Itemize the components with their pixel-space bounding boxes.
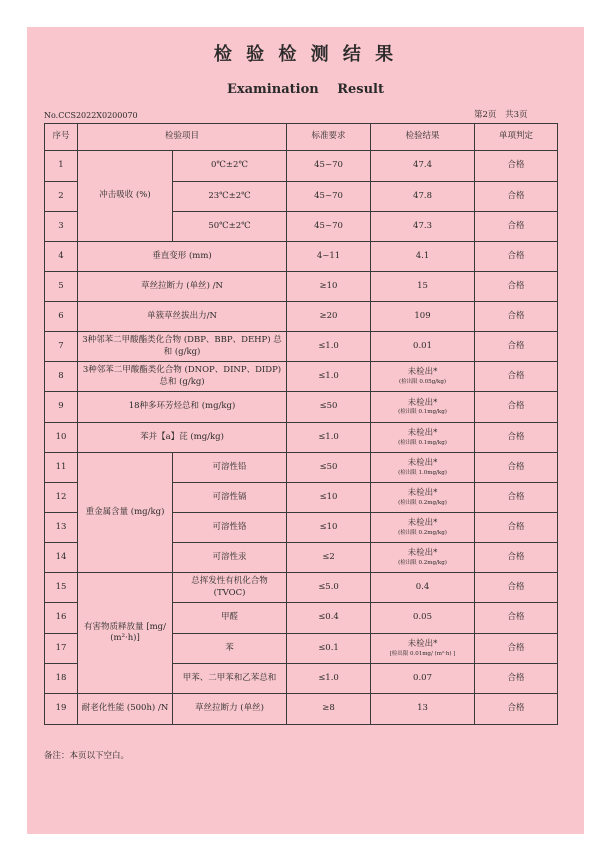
row-number: 14 (45, 543, 78, 573)
item-name: 苯 (173, 634, 287, 664)
row-number: 8 (45, 362, 78, 392)
result-value: 0.01 (413, 340, 432, 351)
table-row (45, 242, 558, 272)
test-result (371, 694, 475, 725)
judgement: 合格 (475, 242, 558, 272)
judgement: 合格 (475, 182, 558, 212)
item-group: 有害物质释放量 [mg/ (m²·h)] (78, 573, 173, 694)
row-number: 11 (45, 453, 78, 483)
result-value: 未检出* (407, 488, 438, 499)
item-name: 可溶性铅 (173, 453, 287, 483)
standard-requirement: 45~70 (287, 212, 371, 242)
item-name: 可溶性铬 (173, 513, 287, 543)
item-name: 单簇草丝拔出力/N (78, 302, 287, 332)
judgement: 合格 (475, 423, 558, 453)
judgement: 合格 (475, 483, 558, 513)
test-result (371, 483, 475, 513)
item-name: 23℃±2℃ (173, 182, 287, 212)
col-header-judgement: 单项判定 (475, 124, 558, 151)
table-row (45, 573, 558, 603)
row-number: 17 (45, 634, 78, 664)
result-value: 未检出* (407, 639, 438, 650)
col-header-result: 检验结果 (371, 124, 475, 151)
detection-limit: (检出限 0.2mg/kg) (398, 529, 447, 536)
row-number: 15 (45, 573, 78, 603)
test-result (371, 453, 475, 483)
page-title: 检 验 检 测 结 果 (213, 44, 398, 65)
result-value: 47.4 (413, 160, 432, 171)
table-row (45, 272, 558, 302)
item-name: 甲苯、二甲苯和乙苯总和 (173, 664, 287, 694)
table-row (45, 151, 558, 182)
item-name: 总挥发性有机化合物 (TVOC) (173, 573, 287, 603)
standard-requirement: ≤0.1 (287, 634, 371, 664)
judgement: 合格 (475, 513, 558, 543)
test-result (371, 573, 475, 603)
row-number: 16 (45, 603, 78, 634)
table-row (45, 362, 558, 392)
detection-limit: (检出限 0.1mg/kg) (398, 409, 447, 416)
item-group: 冲击吸收 (%) (78, 151, 173, 242)
row-number: 4 (45, 242, 78, 272)
test-result (371, 543, 475, 573)
test-result (371, 242, 475, 272)
item-name: 0℃±2℃ (173, 151, 287, 182)
row-number: 7 (45, 332, 78, 362)
result-value: 0.07 (413, 672, 432, 683)
standard-requirement: ≤1.0 (287, 332, 371, 362)
judgement: 合格 (475, 453, 558, 483)
item-name: 可溶性汞 (173, 543, 287, 573)
item-name: 18种多环芳烃总和 (mg/kg) (78, 392, 287, 423)
test-result (371, 392, 475, 423)
result-value: 109 (414, 310, 431, 321)
test-result (371, 362, 475, 392)
test-result (371, 332, 475, 362)
result-value: 未检出* (407, 428, 438, 439)
standard-requirement: ≤50 (287, 453, 371, 483)
col-header-requirement: 标准要求 (287, 124, 371, 151)
judgement: 合格 (475, 151, 558, 182)
standard-requirement: ≤10 (287, 483, 371, 513)
item-name: 草丝拉断力 (单丝) (173, 694, 287, 725)
test-result (371, 182, 475, 212)
judgement: 合格 (475, 603, 558, 634)
result-value: 47.3 (413, 220, 432, 231)
detection-limit: (检出限 0.2mg/kg) (398, 559, 447, 566)
row-number: 18 (45, 664, 78, 694)
standard-requirement: ≥10 (287, 272, 371, 302)
result-value: 0.05 (413, 612, 432, 623)
judgement: 合格 (475, 272, 558, 302)
row-number: 1 (45, 151, 78, 182)
judgement: 合格 (475, 362, 558, 392)
result-value: 47.8 (413, 190, 432, 201)
table-row (45, 302, 558, 332)
row-number: 19 (45, 694, 78, 725)
standard-requirement: ≤10 (287, 513, 371, 543)
detection-limit: [检出限 0.01mg/ (m²·h) ] (389, 650, 456, 657)
judgement: 合格 (475, 543, 558, 573)
test-result (371, 634, 475, 664)
table-row (45, 332, 558, 362)
table-header-row (45, 124, 558, 151)
judgement: 合格 (475, 634, 558, 664)
test-result (371, 272, 475, 302)
test-result (371, 423, 475, 453)
results-table (44, 123, 558, 725)
table-row (45, 423, 558, 453)
footer-note: 备注：本页以下空白。 (44, 751, 130, 761)
test-result (371, 212, 475, 242)
item-name: 3种邻苯二甲酸酯类化合物 (DBP、BBP、DEHP) 总和 (g/kg) (78, 332, 287, 362)
standard-requirement: ≤1.0 (287, 664, 371, 694)
page-number: 第2页 共3页 (474, 110, 528, 120)
standard-requirement: ≥8 (287, 694, 371, 725)
table-row (45, 392, 558, 423)
test-result (371, 664, 475, 694)
item-name: 可溶性镉 (173, 483, 287, 513)
row-number: 5 (45, 272, 78, 302)
result-value: 15 (417, 280, 428, 291)
standard-requirement: 4~11 (287, 242, 371, 272)
result-value: 未检出* (407, 367, 438, 378)
judgement: 合格 (475, 664, 558, 694)
result-value: 未检出* (407, 458, 438, 469)
judgement: 合格 (475, 392, 558, 423)
detection-limit: (检出限 0.05g/kg) (399, 378, 447, 385)
item-group: 重金属含量 (mg/kg) (78, 453, 173, 573)
document-number: No.CCS2022X0200070 (44, 111, 138, 120)
row-number: 10 (45, 423, 78, 453)
detection-limit: (检出限 0.2mg/kg) (398, 499, 447, 506)
standard-requirement: ≤5.0 (287, 573, 371, 603)
standard-requirement: 45~70 (287, 151, 371, 182)
item-name: 苯并【a】芘 (mg/kg) (78, 423, 287, 453)
test-result (371, 603, 475, 634)
col-header-item: 检验项目 (78, 124, 287, 151)
row-number: 6 (45, 302, 78, 332)
standard-requirement: ≥20 (287, 302, 371, 332)
standard-requirement: ≤50 (287, 392, 371, 423)
standard-requirement: ≤1.0 (287, 423, 371, 453)
result-value: 未检出* (407, 397, 438, 408)
standard-requirement: ≤1.0 (287, 362, 371, 392)
row-number: 2 (45, 182, 78, 212)
result-value: 未检出* (407, 518, 438, 529)
test-result (371, 302, 475, 332)
table-row (45, 694, 558, 725)
standard-requirement: 45~70 (287, 182, 371, 212)
row-number: 12 (45, 483, 78, 513)
test-result (371, 513, 475, 543)
result-value: 未检出* (407, 548, 438, 559)
result-value: 0.4 (415, 581, 430, 592)
judgement: 合格 (475, 332, 558, 362)
judgement: 合格 (475, 212, 558, 242)
result-value: 13 (417, 703, 428, 714)
table-row (45, 453, 558, 483)
detection-limit: (检出限 1.0mg/kg) (398, 469, 447, 476)
judgement: 合格 (475, 694, 558, 725)
detection-limit: (检出限 0.1mg/kg) (398, 439, 447, 446)
col-header-no: 序号 (45, 124, 78, 151)
standard-requirement: ≤2 (287, 543, 371, 573)
judgement: 合格 (475, 302, 558, 332)
item-name: 甲醛 (173, 603, 287, 634)
row-number: 3 (45, 212, 78, 242)
test-result (371, 151, 475, 182)
standard-requirement: ≤0.4 (287, 603, 371, 634)
item-name: 3种邻苯二甲酸酯类化合物 (DNOP、DINP、DIDP) 总和 (g/kg) (78, 362, 287, 392)
item-name: 50℃±2℃ (173, 212, 287, 242)
result-value: 4.1 (415, 250, 430, 261)
item-group: 耐老化性能 (500h) /N (78, 694, 173, 725)
page-subtitle: Examination Result (226, 82, 385, 97)
item-name: 垂直变形 (mm) (78, 242, 287, 272)
row-number: 9 (45, 392, 78, 423)
row-number: 13 (45, 513, 78, 543)
judgement: 合格 (475, 573, 558, 603)
item-name: 草丝拉断力 (单丝) /N (78, 272, 287, 302)
